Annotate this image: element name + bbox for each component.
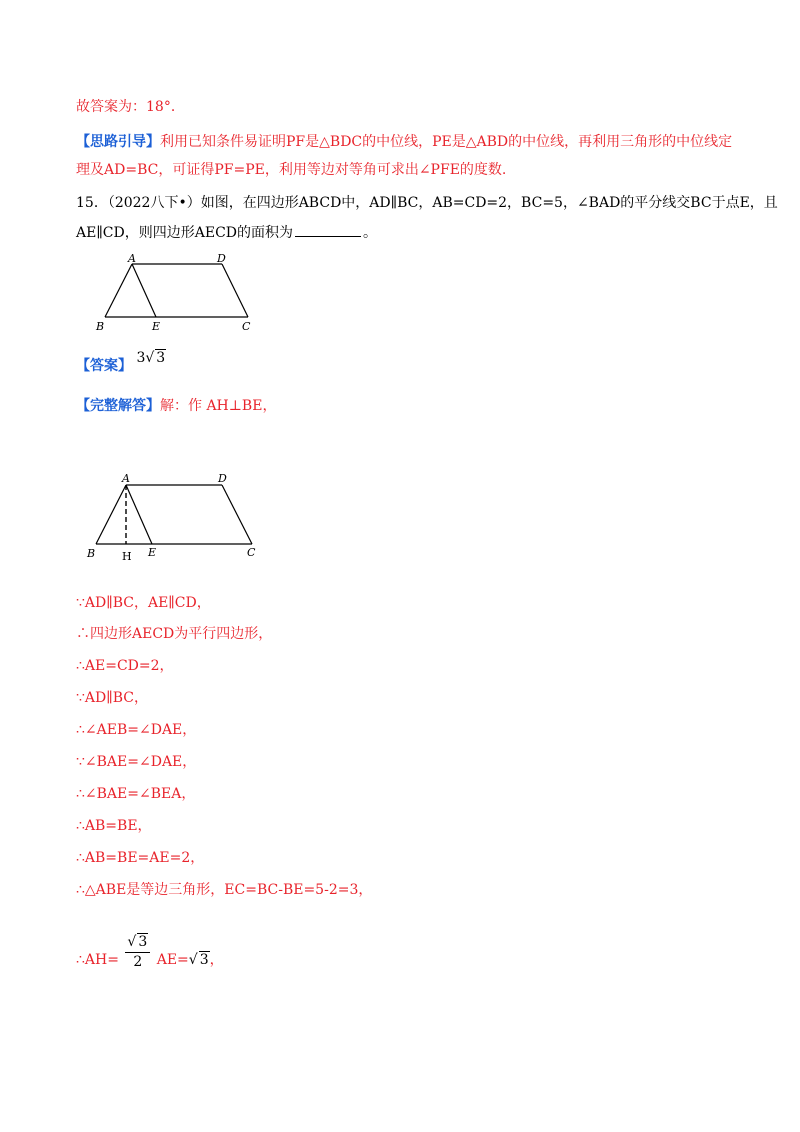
fraction-denominator: 2 (133, 954, 143, 970)
problem-line-1: 15．（2022八下•）如图，在四边形ABCD中，AD∥BC，AB=CD=2，BC=5，∠BAD的平分线交BC于点E，且 (76, 195, 778, 211)
last-mid: AE= (156, 951, 189, 968)
answer-radicand: 3 (156, 350, 166, 366)
step-11 (76, 932, 224, 971)
step-2: ∴四边形AECD为平行四边形， (76, 626, 273, 642)
hint-tag: 【思路引导】 (76, 134, 160, 150)
edge-ab (105, 264, 132, 317)
figure-2 (80, 468, 270, 568)
label-e: E (152, 320, 161, 333)
last-suffix: ， (209, 951, 224, 968)
sqrt-sign: √ (188, 951, 198, 968)
ae-radicand: 3 (199, 951, 209, 968)
step-5: ∴∠AEB=∠DAE， (76, 722, 197, 738)
solution-intro: 解：作 AH⊥BE， (160, 398, 277, 414)
solution-tag: 【完整解答】 (76, 398, 160, 414)
label-b: B (87, 547, 96, 560)
step-10: ∴△ABE是等边三角形，EC=BC-BE=5-2=3， (76, 882, 373, 898)
label-h: H (122, 550, 132, 563)
edge-ab (96, 485, 126, 544)
step-8: ∴AB=BE， (76, 818, 152, 834)
label-b: B (96, 320, 105, 333)
hint-line-2: 理及AD=BC，可证得PF=PE，利用等边对等角可求出∠PFE的度数. (76, 162, 507, 178)
ae-value (189, 952, 210, 968)
step-7: ∴∠BAE=∠BEA， (76, 786, 196, 802)
label-a: A (122, 472, 130, 485)
sqrt-sign: √ (127, 934, 137, 950)
edge-ae (132, 264, 156, 317)
label-d: D (218, 472, 227, 485)
step-4: ∵AD∥BC， (76, 690, 148, 706)
figure-1 (90, 250, 260, 335)
label-c: C (242, 320, 251, 333)
numerator-radicand: 3 (138, 934, 148, 950)
problem-text: AE∥CD，则四边形AECD的面积为 (76, 225, 293, 241)
edge-dc (222, 485, 252, 544)
step-6: ∵∠BAE=∠DAE， (76, 754, 197, 770)
label-c: C (247, 546, 256, 559)
answer-tag: 【答案】 (76, 358, 132, 374)
step-1: ∵AD∥BC，AE∥CD， (76, 595, 211, 611)
step-9: ∴AB=BE=AE=2， (76, 850, 205, 866)
last-prefix: ∴AH= (76, 951, 119, 968)
answer-line (76, 350, 166, 376)
label-d: D (217, 252, 226, 265)
problem-line-2 (76, 222, 377, 243)
edge-dc (222, 264, 248, 317)
hint-text-1: 利用已知条件易证明PF是△BDC的中位线，PE是△ABD的中位线，再利用三角形的中位线定 (160, 134, 733, 150)
previous-answer: 故答案为：18°． (76, 99, 185, 115)
solution-intro-line (76, 396, 276, 416)
fraction-sqrt3-over-2 (125, 932, 150, 971)
answer-coef: 3 (136, 350, 146, 366)
step-3: ∴AE=CD=2， (76, 658, 174, 674)
label-e: E (148, 546, 157, 559)
problem-end: 。 (363, 225, 377, 241)
label-a: A (128, 252, 136, 265)
answer-value (136, 350, 166, 366)
hint-line-1 (76, 132, 732, 152)
sqrt-sign: √ (145, 350, 155, 366)
edge-ae (126, 485, 152, 544)
fraction-numerator (125, 932, 150, 953)
answer-blank (295, 222, 361, 237)
